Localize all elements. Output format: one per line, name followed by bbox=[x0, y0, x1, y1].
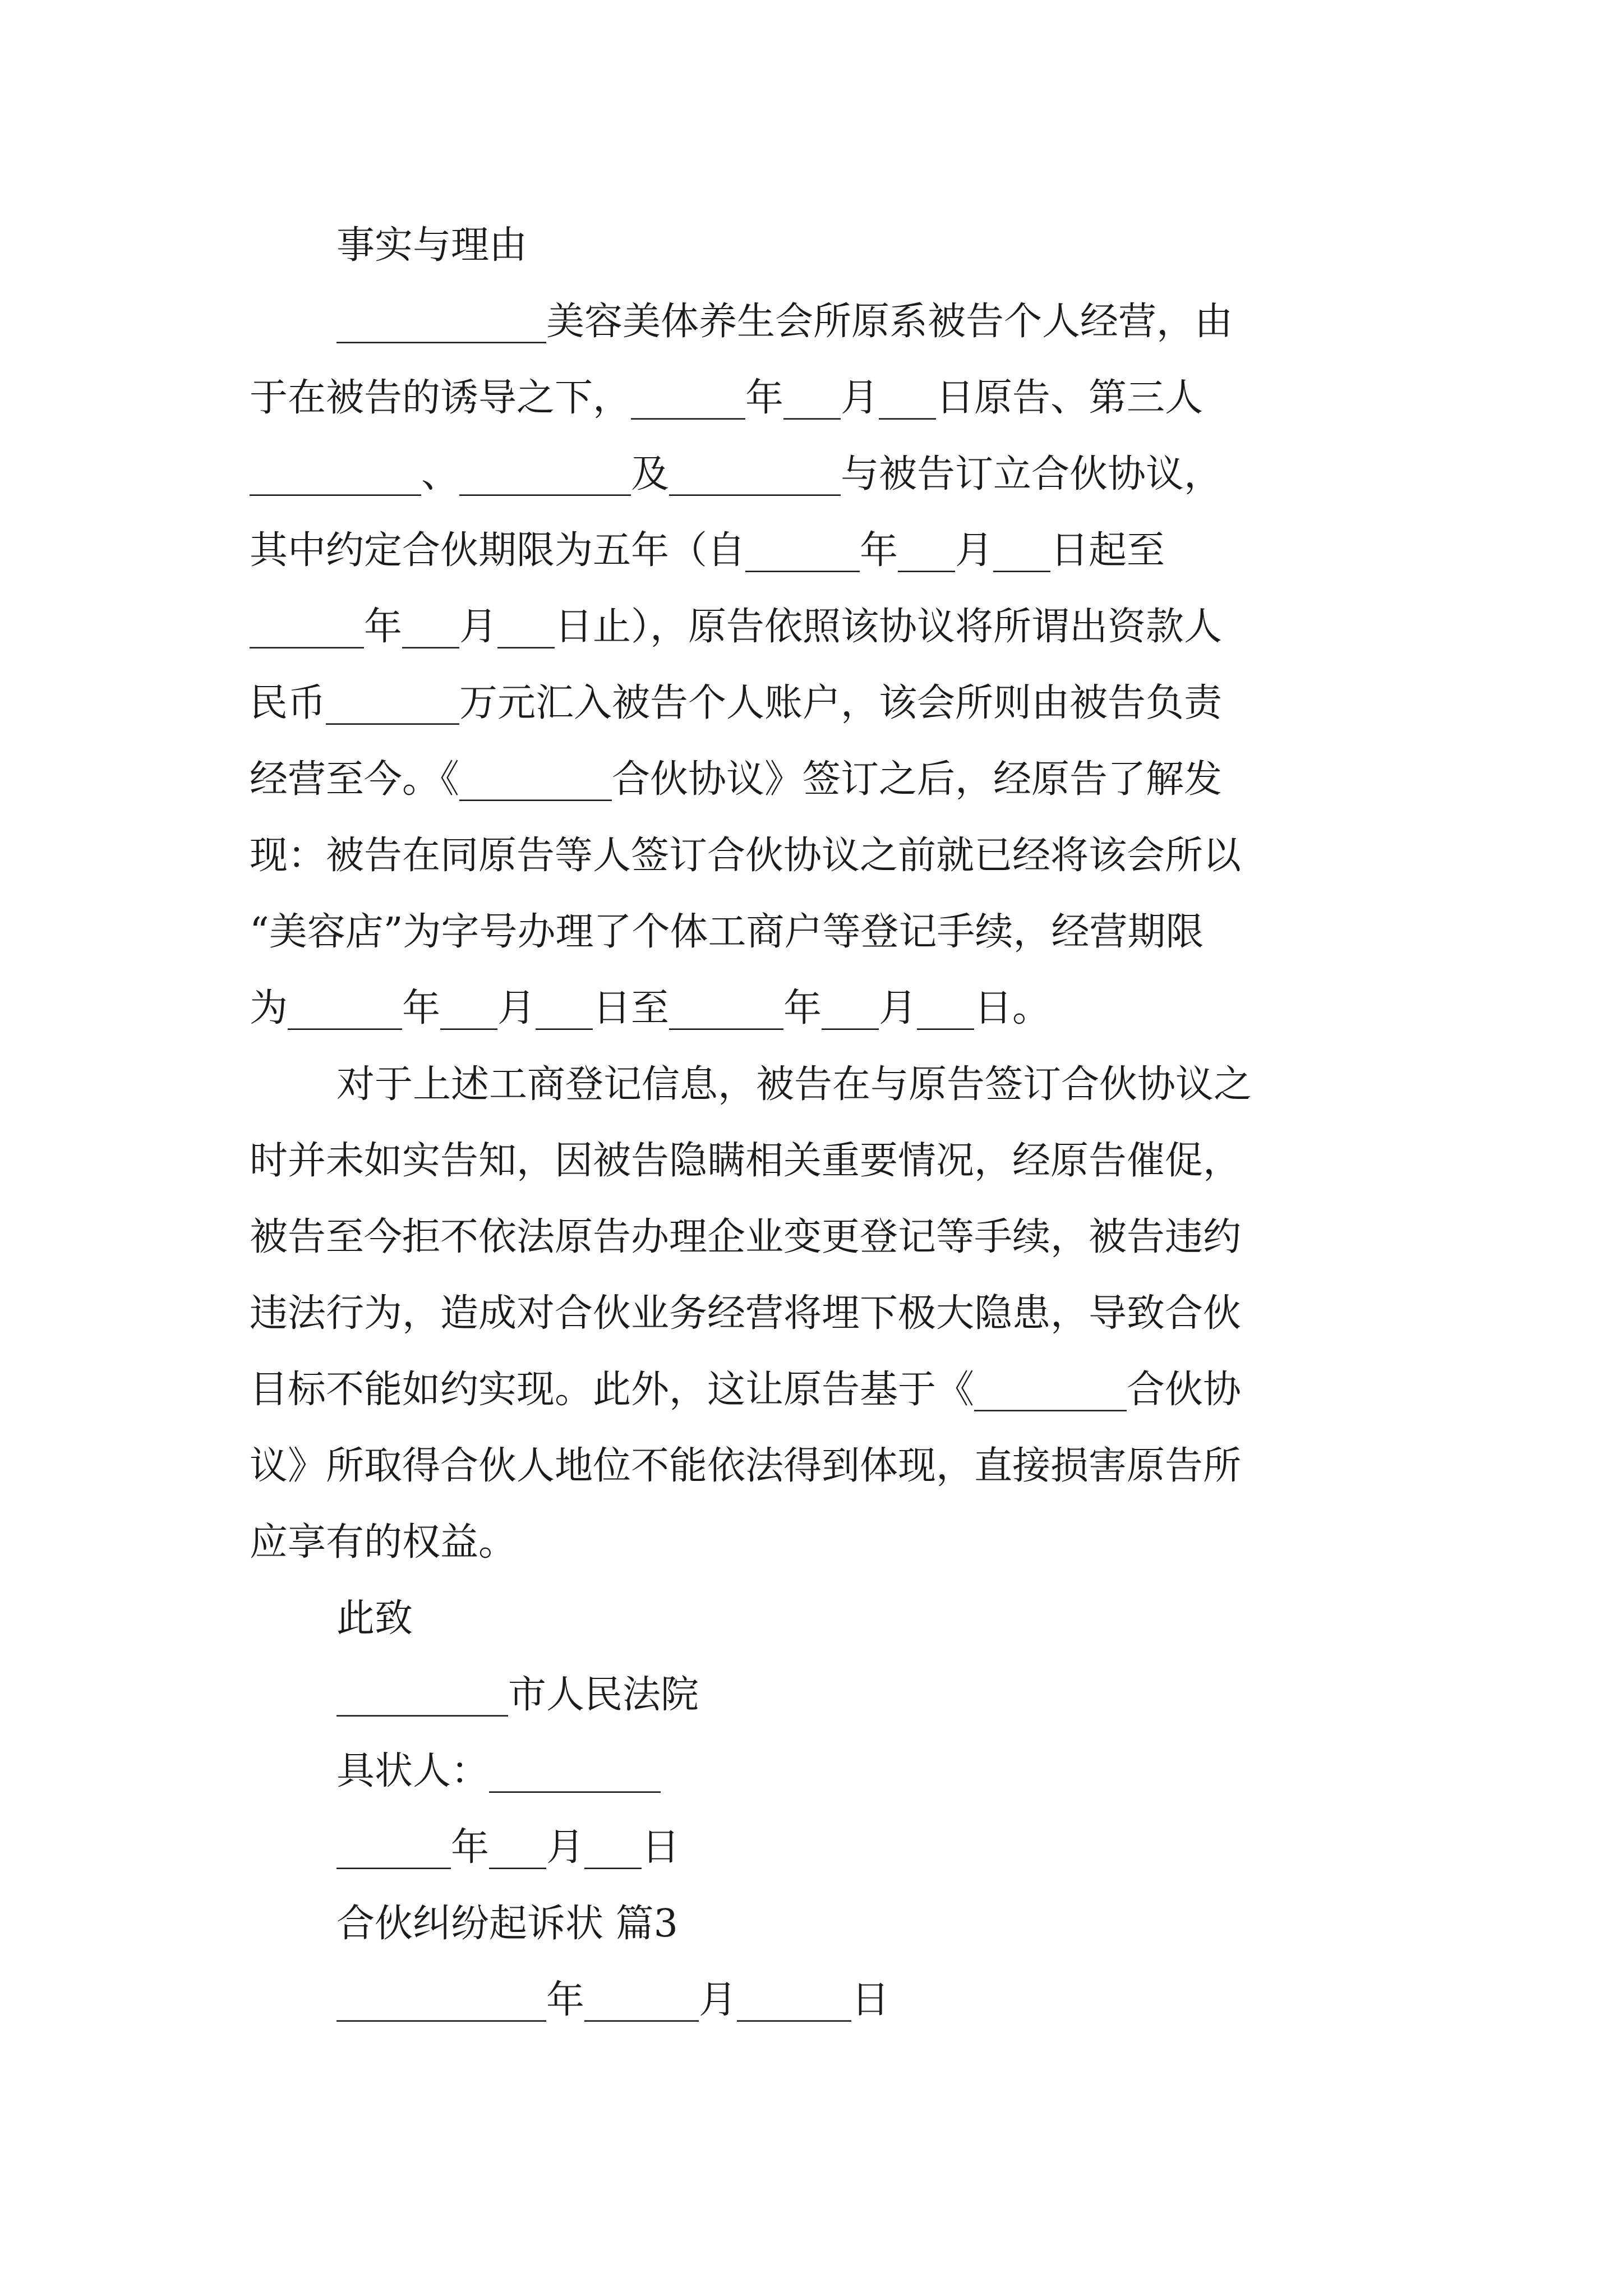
paragraph-line: 议》所取得合伙人地位不能依法得到体现，直接损害原告所 bbox=[250, 1444, 1242, 1488]
paragraph-line: 其中约定合伙期限为五年（自______年___月___日起至 bbox=[250, 528, 1165, 573]
paragraph-line: _________、_________及_________与被告订立合伙协议， bbox=[250, 452, 1223, 496]
paragraph-line: ___________美容美体养生会所原系被告个人经营，由 bbox=[336, 300, 1233, 344]
next-date-line: ___________年______月______日 bbox=[336, 1978, 890, 2022]
paragraph-line: ______年___月___日止），原告依照该协议将所谓出资款人 bbox=[250, 605, 1223, 649]
section-heading: 事实与理由 bbox=[336, 223, 528, 268]
paragraph-reasons bbox=[250, 1047, 1377, 1581]
paragraph-line: 应享有的权益。 bbox=[250, 1520, 517, 1565]
paragraph-facts bbox=[250, 284, 1377, 1047]
signer-line: 具状人：_________ bbox=[336, 1749, 661, 1793]
paragraph-line: 对于上述工商登记信息，被告在与原告签订合伙协议之 bbox=[336, 1062, 1252, 1107]
closing-salutation: 此致 bbox=[336, 1596, 413, 1641]
paragraph-line: 目标不能如约实现。此外，这让原告基于《________合伙协 bbox=[250, 1368, 1242, 1412]
next-section-title: 合伙纠纷起诉状 篇3 bbox=[336, 1902, 678, 1946]
paragraph-line: 民币_______万元汇入被告个人账户，该会所则由被告负责 bbox=[250, 681, 1223, 725]
paragraph-line: “美容店”为字号办理了个体工商户等登记手续，经营期限 bbox=[250, 910, 1204, 954]
date-line: ______年___月___日 bbox=[336, 1825, 680, 1870]
paragraph-line: 于在被告的诱导之下，______年___月___日原告、第三人 bbox=[250, 376, 1204, 420]
document-body bbox=[250, 208, 1377, 2039]
paragraph-line: 经营至今。《________合伙协议》签订之后，经原告了解发 bbox=[250, 757, 1223, 802]
court-name: _________市人民法院 bbox=[336, 1673, 699, 1717]
paragraph-line: 时并未如实告知，因被告隐瞒相关重要情况，经原告催促， bbox=[250, 1139, 1242, 1183]
paragraph-line: 被告至今拒不依法原告办理企业变更登记等手续，被告违约 bbox=[250, 1215, 1242, 1259]
paragraph-line: 为______年___月___日至______年___月___日。 bbox=[250, 986, 1051, 1030]
paragraph-line: 现：被告在同原告等人签订合伙协议之前就已经将该会所以 bbox=[250, 834, 1242, 878]
paragraph-line: 违法行为，造成对合伙业务经营将埋下极大隐患，导致合伙 bbox=[250, 1291, 1242, 1336]
